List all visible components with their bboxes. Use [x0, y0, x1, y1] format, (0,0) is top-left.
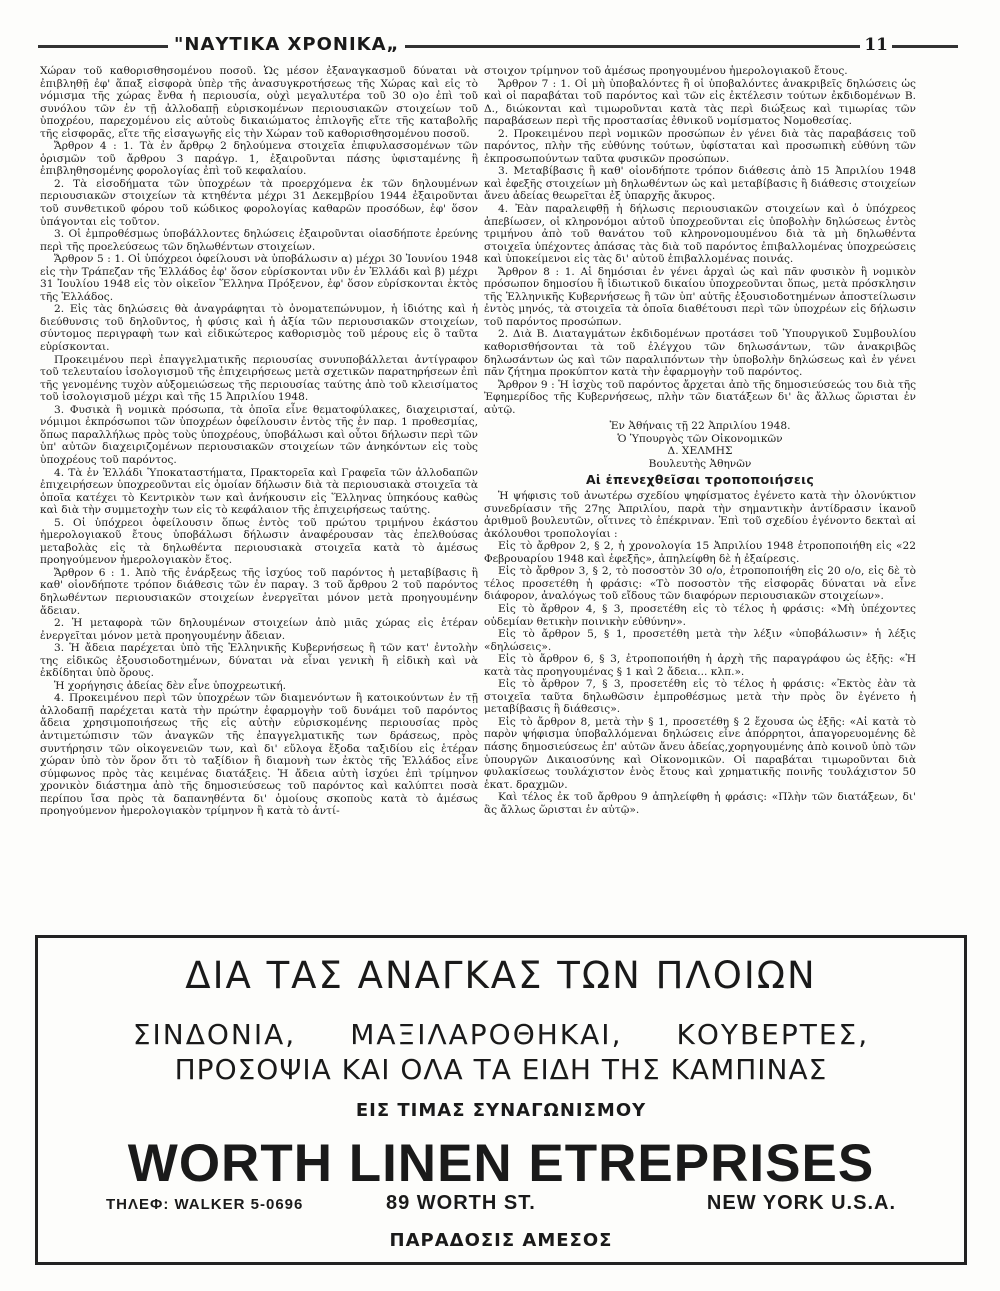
right-text-column	[484, 65, 916, 816]
ad-items-line-1	[38, 1018, 964, 1051]
ad-item-blankets: ΚΟΥΒΕΡΤΕΣ,	[676, 1018, 870, 1051]
page-header	[38, 34, 958, 58]
amendments-heading: Αἱ ἐπενεχθεῖσαι τροποποιήσεις	[585, 471, 815, 487]
amendment-paragraph: Εἰς τὸ ἄρθρον 3, § 2, τὸ ποσοστὸν 30 ο/ο, ἐτροποποιήθη εἰς 20 ο/ο, εἰς δὲ τὸ τέλος προσετέθη ἡ φράσις: «Τὸ ποσοστὸν τῆς εἰσφορᾶς δύναται νὰ εἶνε διάφορον, ἀναλόγως τοῦ εἴδους τῶν διαφόρων περιουσιακῶν στοιχείων».	[484, 565, 916, 603]
signature-name: Δ. ΧΕΛΜΗΣ	[667, 445, 733, 458]
article-paragraph: Ἄρθρον 7 : 1. Οἱ μὴ ὑποβαλόντες ἢ οἱ ὑποβαλόντες ἀνακριβεῖς δηλώσεις ὡς καὶ οἱ παραβάται τοῦ παρόντος καὶ τῶν εἰς ἐκτέλεσιν τούτων ἐκδιδομένων Β. Δ., διώκονται καὶ τιμωροῦνται κατὰ τὰς περὶ διώξεως καὶ τιμωρίας τῶν παραβάσεων περὶ τῆς προστασίας ἐθνικοῦ νομίσματος Νομοθεσίας.	[484, 77, 916, 128]
ad-item-sheets: ΣΙΝΔΟΝΙΑ,	[132, 1018, 297, 1051]
article-paragraph: 4. Προκειμένου περὶ τῶν ὑποχρέων τῶν διαμενόντων ἢ κατοικούντων ἐν τῇ ἀλλοδαπῇ παρέχεται κατὰ τὴν πρώτην ἐφαρμογὴν τοῦ δυνάμει τοῦ παρόντος ἄδεια χρησιμοποιήσεως τῆς εἰς αὐτὴν εὑρισκομένης περιουσίας πρὸς ἀντιμετώπισιν τῶν ἀναγκῶν τῆς ἐπαγγελματικῆς των δράσεως, πρὸς συντήρησιν τῶν οἰκογενειῶν των, καὶ δι' εὔλογα ἔξοδα ταξιδίου εἰς ἑτέραν χώραν ὑπὸ τὸν ὅρον ὅτι τὸ ταξίδιον ἢ διαμονὴ των ἐκτὸς τῆς Ἑλλάδος εἶνε σύμφωνος πρὸς τὰς κειμένας διατάξεις. Ἡ ἄδεια αὐτὴ ἰσχύει ἐπὶ τρίμηνον χρονικὸν διάστημα ἀπὸ τῆς δημοσιεύσεως τοῦ παρόντος καὶ καλύπτει ποσὰ περίπου ἴσα πρὸς τὰ δαπανηθέντα δι' ὁμοίους σκοποὺς κατὰ τὸ ἀμέσως προηγούμενον ἡμερολογιακὸν τρίμηνον ἢ κατὰ τὸ ἀντί-	[40, 692, 478, 818]
amendment-paragraph: Εἰς τὸ ἄρθρον 5, § 1, προσετέθη μετὰ τὴν λέξιν «ὑποβάλωσιν» ἡ λέξις «δηλώσεις».	[484, 628, 916, 653]
article-paragraph: 3. Μεταβίβασις ἢ καθ' οἱονδήποτε τρόπον διάθεσις ἀπὸ 15 Ἀπριλίου 1948 καὶ ἐφεξῆς στοιχείων μὴ δηλωθέντων ὡς καὶ μεταβίβασις ἢ διάθεσις στοιχείων ἄνευ ἀδείας θεωρεῖται ἐξ ὑπαρχῆς ἄκυρος.	[484, 165, 916, 203]
amendment-paragraph: Εἰς τὸ ἄρθρον 8, μετὰ τὴν § 1, προσετέθη § 2 ἔχουσα ὡς ἑξῆς: «Αἱ κατὰ τὸ παρὸν ψήφισμα ὑποβαλλόμεναι δηλώσεις εἶνε ἀπόρρητοι, ἀπαγορευομένης δὲ πάσης δημοσιεύσεως ἐπ' αὐτῶν ἄνευ ἀδείας,χορηγουμένης ἀπὸ κοινοῦ ὑπὸ τῶν ὑπουργῶν Δικαιοσύνης καὶ Οἰκονομικῶν. Οἱ παραβάται τιμωροῦνται διὰ φυλακίσεως τουλάχιστον ἑνὸς ἔτους καὶ χρηματικῆς ποινῆς τουλάχιστον 50 ἑκατ. δραχμῶν.	[484, 715, 916, 791]
linen-advertisement	[35, 935, 967, 1265]
signature-date: Ἐν Ἀθήναις τῇ 22 Ἀπριλίου 1948.	[609, 420, 791, 433]
header-rule-left	[38, 45, 168, 48]
ad-address: 89 WORTH ST.	[386, 1192, 536, 1214]
article-paragraph: 4. Τὰ ἐν Ἑλλάδι Ὑποκαταστήματα, Πρακτορεῖα καὶ Γραφεῖα τῶν ἀλλοδαπῶν ἐπιχειρήσεων ὑποχρεοῦνται εἰς ὁμοίαν δήλωσιν διὰ τὰ περιουσιακὰ στοιχεῖα τὰ ὁποῖα κατέχει τὸ Κεντρικὸν των καὶ ἀνήκουσιν εἰς Ἕλληνας ὑπηκόους καθὼς καὶ διὰ τὴν συμμετοχὴν των εἰς τὸ κεφάλαιον τῆς ἐπιχειρήσεως ταύτης.	[40, 466, 478, 517]
ad-headline: ΔΙΑ ΤΑΣ ΑΝΑΓΚΑΣ ΤΩΝ ΠΛΟΙΩΝ	[185, 954, 817, 997]
ad-footer: ΠΑΡΑΔΟΣΙΣ ΑΜΕΣΟΣ	[389, 1230, 613, 1251]
signature-seat: Βουλευτὴς Ἀθηνῶν	[648, 457, 752, 470]
ad-price-line: ΕΙΣ ΤΙΜΑΣ ΣΥΝΑΓΩΝΙΣΜΟΥ	[355, 1100, 647, 1121]
article-paragraph: 4. Ἐὰν παραλειφθῇ ἡ δήλωσις περιουσιακῶν στοιχείων καὶ ὁ ὑπόχρεος ἀπεβίωσεν, οἱ κληρονόμοι αὐτοῦ ὑποχρεοῦνται εἰς ὑποβολὴν δηλώσεως ἐντὸς τριμήνου ἀπὸ τοῦ θανάτου τοῦ κληρονομουμένου διὰ τὰ μὴ δηλωθέντα στοιχεῖα ὑπέχοντες ἁπάσας τὰς διὰ τοῦ παρόντος ἐπιβαλλομένας ὑποχρεώσεις καὶ ὑποκείμενοι εἰς τὰς δι' αὐτοῦ ἐπιβαλλομένας ποινάς.	[484, 203, 916, 266]
article-paragraph: 2. Προκειμένου περὶ νομικῶν προσώπων ἐν γένει διὰ τὰς παραβάσεις τοῦ παρόντος, πλὴν τῆς εὐθύνης τούτων, ὑφίσταται καὶ προσωπικὴ εὐθύνη τῶν ἐκπροσωπούντων ταῦτα φυσικῶν προσώπων.	[484, 127, 916, 165]
left-text-column	[40, 65, 478, 818]
ad-contact-row	[106, 1192, 896, 1216]
article-paragraph: Ἄρθρον 5 : 1. Οἱ ὑπόχρεοι ὀφείλουσι νὰ ὑποβάλωσιν α) μέχρι 30 Ἰουνίου 1948 εἰς τὴν Τράπεζαν τῆς Ἑλλάδος ἐφ' ὅσον εὑρίσκονται νῦν ἐν Ἑλλάδι καὶ β) μέχρι 31 Ἰουλίου 1948 εἰς τὸν οἰκεῖον Ἕλληνα Πρόξενον, ἐφ' ὅσον εὑρίσκονται ἐκτὸς τῆς Ἑλλάδος.	[40, 253, 478, 303]
article-paragraph: Χώραν τοῦ καθορισθησομένου ποσοῦ. Ὡς μέσον ἐξαναγκασμοῦ δύναται νὰ ἐπιβληθῇ ἐφ' ἅπαξ εἰσφορὰ ὑπὲρ τῆς ἀνασυγκροτήσεως τῆς Χώρας καὶ εἰς τὸ νόμισμα τῆς χώρας ἔνθα ἡ περιουσία, οὐχὶ μεγαλυτέρα τοῦ 30 ο)ο ἐπὶ τοῦ συνόλου τῶν ἐν τῇ ἀλλοδαπῇ εὑρισκομένων περιουσιακῶν στοιχείων τοῦ ὑποχρέου, παρεχομένου εἰς αὐτοὺς δικαιώματος ἐπιλογῆς εἴτε τῆς καταβολῆς τῆς εἰσφορᾶς, εἴτε τῆς εἰσαγωγῆς εἰς τὴν Χώραν τοῦ καθορισθησομένου ποσοῦ.	[40, 65, 478, 140]
page-number: 11	[860, 35, 892, 55]
ad-city: NEW YORK U.S.A.	[706, 1192, 896, 1214]
article-paragraph: Ἄρθρον 4 : 1. Τὰ ἐν ἄρθρῳ 2 δηλούμενα στοιχεῖα ἐπιφυλασσομένων τῶν ὁρισμῶν τοῦ ἄρθρου 3 παράγρ. 1, ἐξαιροῦνται πάσης ὑφισταμένης ἢ ἐπιβληθησομένης φορολογίας ἐπὶ τοῦ κεφαλαίου.	[40, 140, 478, 178]
article-paragraph: 2. Τὰ εἰσοδήματα τῶν ὑποχρέων τὰ προερχόμενα ἐκ τῶν δηλουμένων περιουσιακῶν στοιχείων τὰ κτηθέντα μέχρι 31 Δεκεμβρίου 1944 ἐξαιροῦνται τοῦ συνθετικοῦ φόρου τοῦ κώδικος φορολογίας καθαρῶν προσόδων, ἐφ' ὅσον ὑπάγονται εἰς τοῦτον.	[40, 177, 478, 228]
article-paragraph: 3. Φυσικὰ ἢ νομικὰ πρόσωπα, τὰ ὁποῖα εἶνε θεματοφύλακες, διαχειρισταί, νόμιμοι ἐκπρόσωποι τῶν ὑποχρέων ὀφείλουσιν ἐντὸς τῆς ἐν παρ. 1 προθεσμίας, ὅπως παραλλήλως πρὸς τοὺς ὑποχρέους, ὑποβάλωσι καὶ οὗτοι δήλωσιν περὶ τῶν ὑπ' αὐτῶν διαχειριζομένων περιουσιακῶν στοιχείων τῶν ἀνηκόντων εἰς τοὺς ὑποχρέους τοῦ παρόντος.	[40, 403, 478, 466]
signature-role: Ὁ Ὑπουργὸς τῶν Οἰκονομικῶν	[617, 432, 783, 445]
ad-item-pillowcases: ΜΑΞΙΛΑΡΟΘΗΚΑΙ,	[350, 1018, 623, 1051]
amendment-paragraph: Ἡ ψήφισις τοῦ ἀνωτέρω σχεδίου ψηφίσματος ἐγένετο κατὰ τὴν ὁλονύκτιον συνεδρίασιν τῆς 27ης Ἀπριλίου, παρὰ τὴν σημαντικὴν ἀντίδρασιν ἱκανοῦ ἀριθμοῦ βουλευτῶν, οἵτινες τὸ ἐπέκριναν. Ἐπὶ τοῦ σχεδίου ἐγένοντο δεκταὶ αἱ ἀκόλουθοι τροπολογίαι :	[484, 490, 916, 540]
article-paragraph: στοιχον τρίμηνον τοῦ ἀμέσως προηγουμένου ἡμερολογιακοῦ ἔτους.	[484, 65, 848, 77]
amendment-paragraph: Εἰς τὸ ἄρθρον 2, § 2, ἡ χρονολογία 15 Ἀπριλίου 1948 ἐτροποποιήθη εἰς «22 Φεβρουαρίου 1948 καὶ ἐφεξῆς», ἀπηλείφθη δὲ ἡ ἐξαίρεσις.	[484, 540, 916, 565]
amendment-paragraph: Καὶ τέλος ἐκ τοῦ ἄρθρου 9 ἀπηλείφθη ἡ φράσις: «Πλὴν τῶν διατάξεων, δι' ἃς ἄλλως ὥρισται ἐν αὐτῷ».	[484, 791, 916, 816]
ad-phone: ΤΗΛΕΦ: WALKER 5-0696	[106, 1196, 304, 1213]
article-paragraph: 5. Οἱ ὑπόχρεοι ὀφείλουσιν ὅπως ἐντὸς τοῦ πρώτου τριμήνου ἑκάστου ἡμερολογιακοῦ ἔτους ὑποβάλωσι δήλωσιν ἀναφέρουσαν τὰς ἐπελθούσας μεταβολὰς εἰς τὰ δηλωθέντα περιουσιακὰ στοιχεῖα κατὰ τὸ ἀμέσως προηγούμενον ἡμερολογιακὸν ἔτος.	[40, 516, 478, 567]
ad-items-line-2: ΠΡΟΣΟΨΙΑ ΚΑΙ ΟΛΑ ΤΑ ΕΙΔΗ ΤΗΣ ΚΑΜΠΙΝΑΣ	[174, 1053, 828, 1086]
article-paragraph: Ἄρθρον 9 : Ἡ ἰσχὺς τοῦ παρόντος ἄρχεται ἀπὸ τῆς δημοσιεύσεώς του διὰ τῆς Ἐφημερίδος τῆς Κυβερνήσεως, πλὴν τῶν διατάξεων δι' ἃς ἄλλως ὥρισται ἐν αὐτῷ.	[484, 378, 916, 416]
article-paragraph: 2. Διὰ Β. Διαταγμάτων ἐκδιδομένων προτάσει τοῦ Ὑπουργικοῦ Συμβουλίου καθορισθήσονται τὰ τοῦ ἐλέγχου τῶν δηλωσάντων, τῶν ἀνακριβῶς δηλωσάντων ὡς καὶ τῶν παραλιπόντων τὴν ὑποβολὴν δηλώσεως καὶ ἐν γένει πᾶν ζήτημα προκύπτον κατὰ τὴν ἐφαρμογὴν τοῦ παρόντος.	[484, 328, 916, 379]
article-paragraph: 2. Εἰς τὰς δηλώσεις θὰ ἀναγράφηται τὸ ὀνοματεπώνυμον, ἡ ἰδιότης καὶ ἡ διεύθυνσις τοῦ δηλοῦντος, ἡ φύσις καὶ ἡ ἀξία τῶν περιουσιακῶν στοιχείων, σύντομος περιγραφὴ των καὶ εἰδικώτερος καθορισμὸς τοῦ μέρους εἰς ὃ ταῦτα εὑρίσκονται.	[40, 303, 478, 354]
article-paragraph: Προκειμένου περὶ ἐπαγγελματικῆς περιουσίας συνυποβάλλεται ἀντίγραφον τοῦ τελευταίου ἰσολογισμοῦ τῆς ἐπιχειρήσεως μετὰ σχετικῶν παρατηρήσεων ἐπὶ τῆς γενομένης τυχὸν αὐξομειώσεως τῆς περιουσίας ταύτης ἀπὸ τοῦ κλεισίματος τοῦ ἰσολογισμοῦ μέχρι καὶ τῆς 15 Ἀπριλίου 1948.	[40, 353, 478, 404]
amendment-paragraph: Εἰς τὸ ἄρθρον 7, § 3, προσετέθη εἰς τὸ τέλος ἡ φράσις: «Ἐκτὸς ἐὰν τὰ στοιχεῖα ταῦτα δηλωθῶσιν ἐμπροθέσμως μετὰ τὴν πρὸς ὃν ἐγένετο ἡ μεταβίβασις ἢ διάθεσις».	[484, 678, 916, 716]
article-paragraph: Ἄρθρον 6 : 1. Ἀπὸ τῆς ἐνάρξεως τῆς ἰσχύος τοῦ παρόντος ἡ μεταβίβασις ἢ καθ' οἱονδήποτε τρόπον διάθεσις τῶν ἐν παραγ. 3 τοῦ ἄρθρου 2 τοῦ παρόντος δηλωθέντων περιουσιακῶν στοιχείων ἐνεργεῖται μόνον μετὰ προηγουμένην ἄδειαν.	[40, 566, 478, 617]
article-paragraph: 3. Οἱ ἐμπροθέσμως ὑποβάλλοντες δηλώσεις ἐξαιροῦνται οἱασδήποτε ἐρεύνης περὶ τῆς προελεύσεως τῶν δηλωθέντων στοιχείων.	[40, 228, 478, 253]
amendment-paragraph: Εἰς τὸ ἄρθρον 6, § 3, ἐτροποποιήθη ἡ ἀρχὴ τῆς παραγράφου ὡς ἑξῆς: «Ἡ κατὰ τὰς προηγουμένας § 1 καὶ 2 ἄδεια... κλπ.».	[484, 653, 916, 678]
newspaper-title: "ΝΑΥΤΙΚΑ ΧΡΟΝΙΚΑ„	[168, 34, 405, 55]
article-paragraph: 3. Ἡ ἄδεια παρέχεται ὑπὸ τῆς Ἑλληνικῆς Κυβερνήσεως ἢ τῶν κατ' ἐντολὴν της εἰδικῶς ἐξουσιοδοτημένων, δύναται νὰ εἶναι γενικὴ ἢ εἰδικὴ καὶ νὰ ἐκδίδηται ὑπὸ ὅρους.	[40, 642, 478, 680]
article-paragraph: Ἄρθρον 8 : 1. Αἱ δημόσιαι ἐν γένει ἀρχαὶ ὡς καὶ πᾶν φυσικὸν ἢ νομικὸν πρόσωπον δημοσίου ἢ ἰδιωτικοῦ δικαίου ὑποχρεοῦνται ὅπως, μετὰ πρόσκλησιν τῆς Ἑλληνικῆς Κυβερνήσεως ἢ τῶν ὑπ' αὐτῆς ἐξουσιοδοτημένων ἀποστείλωσιν ἐντὸς μηνός, τὰ στοιχεῖα τὰ ὁποῖα διαθέτουσι περὶ τῶν ὑποχρέων εἰς δήλωσιν τοῦ παρόντος προσώπων.	[484, 265, 916, 328]
article-paragraph: 2. Ἡ μεταφορὰ τῶν δηλουμένων στοιχείων ἀπὸ μιᾶς χώρας εἰς ἑτέραν ἐνεργεῖται μόνον μετὰ προηγουμένην ἄδειαν.	[40, 617, 478, 642]
amendment-paragraph: Εἰς τὸ ἄρθρον 4, § 3, προσετέθη εἰς τὸ τέλος ἡ φράσις: «Μὴ ὑπέχοντες οὐδεμίαν θετικὴν ποινικὴν εὐθύνην».	[484, 602, 916, 628]
article-paragraph: Ἡ χορήγησις ἀδείας δὲν εἶνε ὑποχρεωτική.	[54, 679, 286, 692]
ad-company-name: WORTH LINEN ETREPRISES	[127, 1134, 875, 1193]
